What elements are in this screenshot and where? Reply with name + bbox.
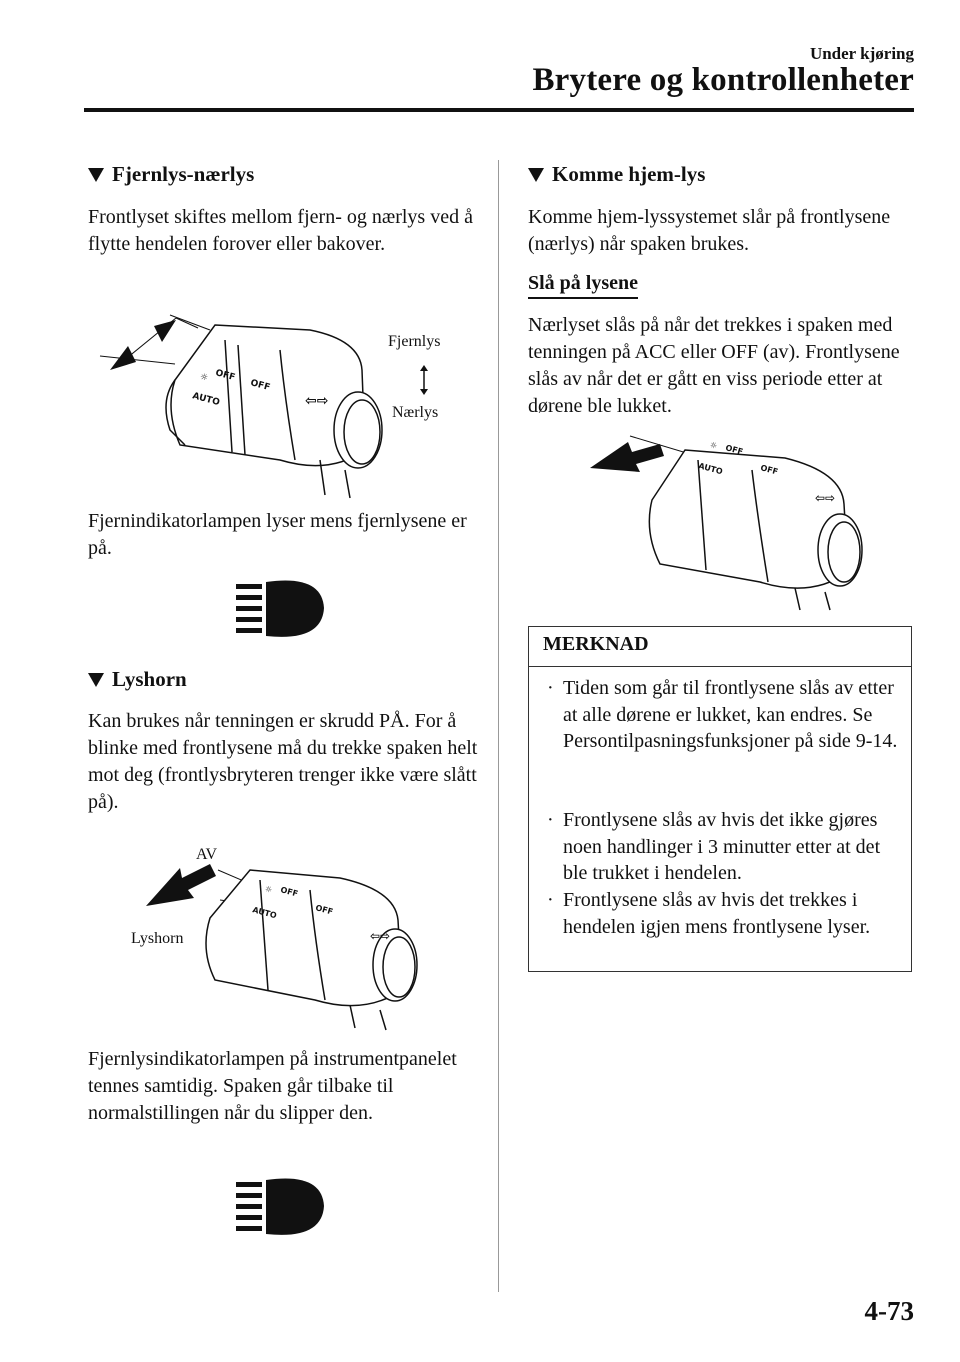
down-triangle-icon <box>528 168 544 182</box>
signal-arrows-text: ⇦⇨ <box>305 393 329 409</box>
note-box <box>528 626 912 972</box>
signal-arrows-text: ⇦⇨ <box>370 929 391 943</box>
down-triangle-icon <box>88 673 104 687</box>
lever-mark-off-2: OFF <box>759 463 779 477</box>
lever-mark-off-2: OFF <box>314 903 334 917</box>
section-heading-text: Fjernlys-nærlys <box>112 162 255 186</box>
headlight-lever-pull-illustration <box>580 420 880 610</box>
chapter-title: Brytere og kontrollenheter <box>532 62 914 98</box>
bullet: · <box>547 889 554 911</box>
body-text-coming-home: Komme hjem-lyssystemet slår på frontlysene (nærlys) når spaken brukes. <box>528 206 891 255</box>
figure-label-low-beam: Nærlys <box>392 404 439 421</box>
caption-flash-indicator: Fjernlysindikatorlampen på instrumentpanelet tennes samtidig. Spaken går tilbake til normalstillingen når du slipper den. <box>88 1048 457 1124</box>
high-beam-indicator-icon <box>236 580 330 638</box>
section-heading-high-low-beam <box>88 162 254 187</box>
light-symbol-text: ☼ <box>265 885 273 894</box>
up-down-arrow-icon <box>418 365 430 395</box>
page-number: 4-73 <box>864 1296 914 1326</box>
note-item-text: Frontlysene slås av hvis det trekkes i hendelen igjen mens frontlysene lyser. <box>563 889 871 938</box>
section-heading-flash <box>88 667 187 692</box>
note-item <box>543 807 903 887</box>
bullet: · <box>547 677 554 699</box>
note-item <box>543 675 903 755</box>
body-text-flash: Kan brukes når tenningen er skrudd PÅ. For å blinke med frontlysene må du trekke spaken helt mot deg (frontlysbryteren trenger ikke være slått på). <box>88 710 478 813</box>
lever-mark-off-1: OFF <box>724 443 744 457</box>
down-triangle-icon <box>88 168 104 182</box>
figure-label-off: AV <box>196 846 218 863</box>
note-title: MERKNAD <box>529 627 911 667</box>
caption-high-beam-indicator: Fjernindikatorlampen lyser mens fjernlysene er på. <box>88 510 467 559</box>
lever-mark-off-1: OFF <box>279 885 299 899</box>
figure-label-flash: Lyshorn <box>131 930 184 947</box>
lever-mark-auto: AUTO <box>697 461 724 477</box>
section-heading-text: Komme hjem-lys <box>552 162 706 186</box>
section-heading-text: Lyshorn <box>112 667 187 691</box>
note-item-text: Tiden som går til frontlysene slås av etter at alle dørene er lukket, kan endres. Se Persontilpasningsfunksjoner på side 9-14. <box>563 677 898 752</box>
light-symbol-text: ☼ <box>200 373 209 383</box>
signal-arrows-text: ⇦⇨ <box>815 491 836 505</box>
column-divider <box>498 160 499 1292</box>
lever-mark-auto: AUTO <box>191 391 221 409</box>
body-text-high-low-beam: Frontlyset skiftes mellom fjern- og nærlys ved å flytte hendelen forover eller bakover. <box>88 206 473 255</box>
running-head: Under kjøring <box>809 44 914 63</box>
figure-label-high-beam: Fjernlys <box>388 333 441 350</box>
headlight-lever-pull-illustration <box>140 840 430 1030</box>
bullet: · <box>547 809 554 831</box>
headlight-lever-illustration <box>100 300 480 500</box>
section-heading-coming-home <box>528 162 705 187</box>
note-item-text: Frontlysene slås av hvis det ikke gjøres noen handlinger i 3 minutter etter at det ble trukket i hendelen. <box>563 809 881 884</box>
lever-mark-off-2: OFF <box>249 378 272 394</box>
subheading-turn-on: Slå på lysene <box>528 272 638 299</box>
lever-mark-off-1: OFF <box>214 368 237 384</box>
body-text-turn-on: Nærlyset slås på når det trekkes i spaken med tenningen på ACC eller OFF (av). Frontlysene slås av når det er gått en viss periode etter at dørene ble lukket. <box>528 314 900 417</box>
header-rule <box>84 108 914 112</box>
high-beam-indicator-icon <box>236 1178 330 1236</box>
lever-mark-auto: AUTO <box>251 905 278 921</box>
note-item <box>543 887 903 940</box>
light-symbol-text: ☼ <box>710 441 718 450</box>
